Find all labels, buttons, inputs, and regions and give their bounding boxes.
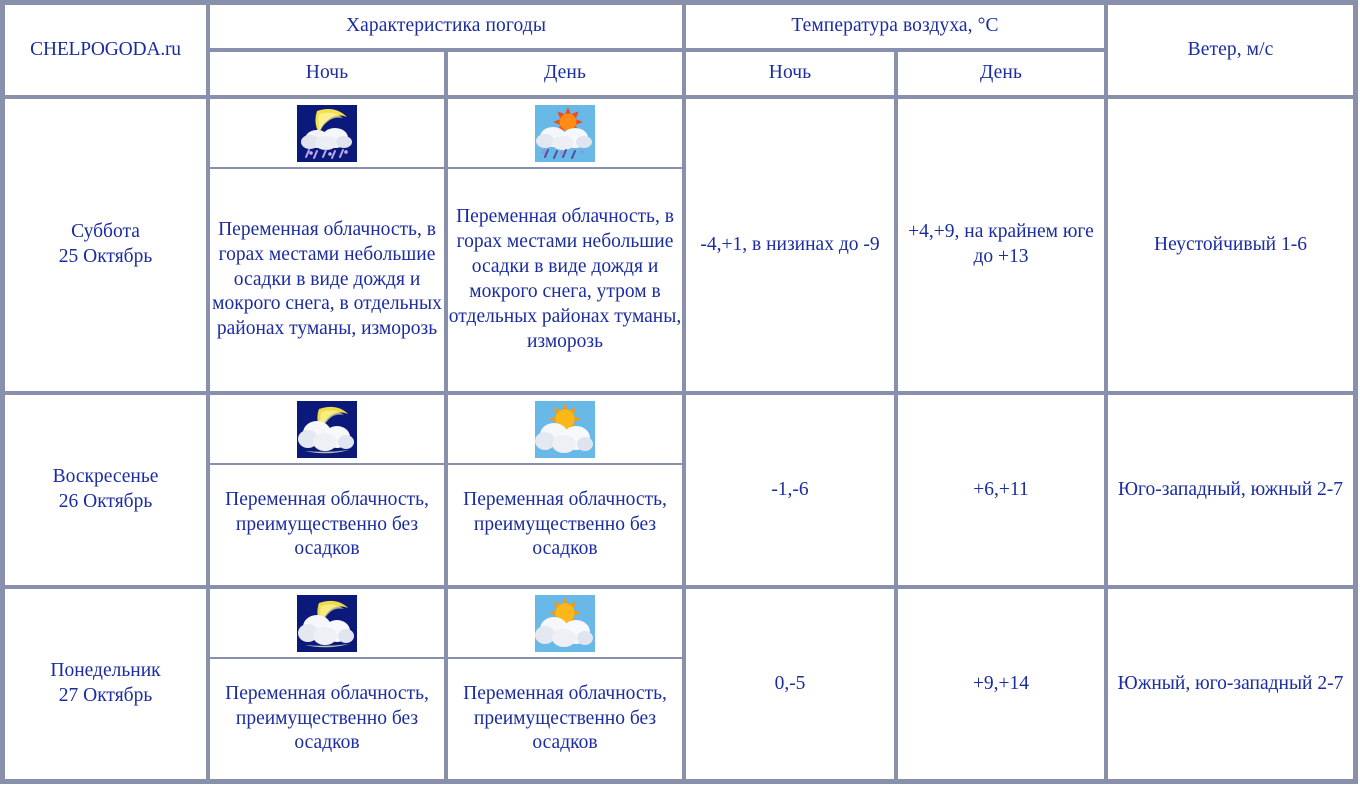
day-weather-cell-2	[446, 587, 684, 781]
day-description-1: Переменная облачность, преимущественно без осадков	[448, 465, 682, 585]
day-temperature-0: +4,+9, на крайнем юге до +13	[896, 97, 1106, 393]
table-row	[3, 393, 1355, 587]
night-temperature-0: -4,+1, в низинах до -9	[684, 97, 896, 393]
moon-clouds-icon	[297, 595, 357, 652]
night-icon-cell-2	[210, 589, 444, 659]
day-icon-cell-0	[448, 99, 682, 169]
sun-clouds-rain-icon	[535, 105, 595, 162]
day-name: Воскресенье	[52, 466, 159, 488]
day-icon-cell-2	[448, 589, 682, 659]
night-icon-cell-1	[210, 395, 444, 465]
day-name: Суббота	[71, 221, 140, 243]
day-weather-cell-0	[446, 97, 684, 393]
night-weather-cell-2	[208, 587, 446, 781]
day-name: Понедельник	[50, 660, 161, 682]
wind-value-0: Неустойчивый 1-6	[1106, 97, 1355, 393]
day-date: 26 Октябрь	[58, 491, 153, 512]
day-date: 25 Октябрь	[58, 246, 153, 267]
day-description-0: Переменная облачность, в горах местами небольшие осадки в виде дождя и мокрого снега, утром в отдельных районах туманы, изморозь	[448, 169, 682, 391]
header-weather-characteristic: Характеристика погоды	[208, 3, 684, 50]
night-icon-cell-0	[210, 99, 444, 169]
header-wind: Ветер, м/с	[1106, 3, 1355, 97]
header-air-temperature: Температура воздуха, °C	[684, 3, 1106, 50]
day-date-cell-0	[3, 97, 208, 393]
day-date-cell-2	[3, 587, 208, 781]
header-temp-night: Ночь	[684, 50, 896, 97]
header-temp-day: День	[896, 50, 1106, 97]
header-weather-night: Ночь	[208, 50, 446, 97]
day-date: 27 Октябрь	[58, 685, 153, 706]
table-row	[3, 97, 1355, 393]
wind-value-2: Южный, юго-западный 2-7	[1106, 587, 1355, 781]
night-temperature-1: -1,-6	[684, 393, 896, 587]
site-logo: CHELPOGODA.ru	[3, 3, 208, 97]
table-header-row-1	[3, 3, 1355, 50]
day-temperature-2: +9,+14	[896, 587, 1106, 781]
day-date-cell-1	[3, 393, 208, 587]
night-weather-cell-1	[208, 393, 446, 587]
night-temperature-2: 0,-5	[684, 587, 896, 781]
table-row	[3, 587, 1355, 781]
day-icon-cell-1	[448, 395, 682, 465]
night-weather-cell-0	[208, 97, 446, 393]
moon-clouds-rain-icon	[297, 105, 357, 162]
night-description-1: Переменная облачность, преимущественно без осадков	[210, 465, 444, 585]
moon-clouds-icon	[297, 401, 357, 458]
header-weather-day: День	[446, 50, 684, 97]
sun-clouds-icon	[535, 595, 595, 652]
night-description-2: Переменная облачность, преимущественно без осадков	[210, 659, 444, 779]
sun-clouds-icon	[535, 401, 595, 458]
wind-value-1: Юго-западный, южный 2-7	[1106, 393, 1355, 587]
night-description-0: Переменная облачность, в горах местами небольшие осадки в виде дождя и мокрого снега, в отдельных районах туманы, изморозь	[210, 169, 444, 391]
day-weather-cell-1	[446, 393, 684, 587]
day-temperature-1: +6,+11	[896, 393, 1106, 587]
day-description-2: Переменная облачность, преимущественно без осадков	[448, 659, 682, 779]
